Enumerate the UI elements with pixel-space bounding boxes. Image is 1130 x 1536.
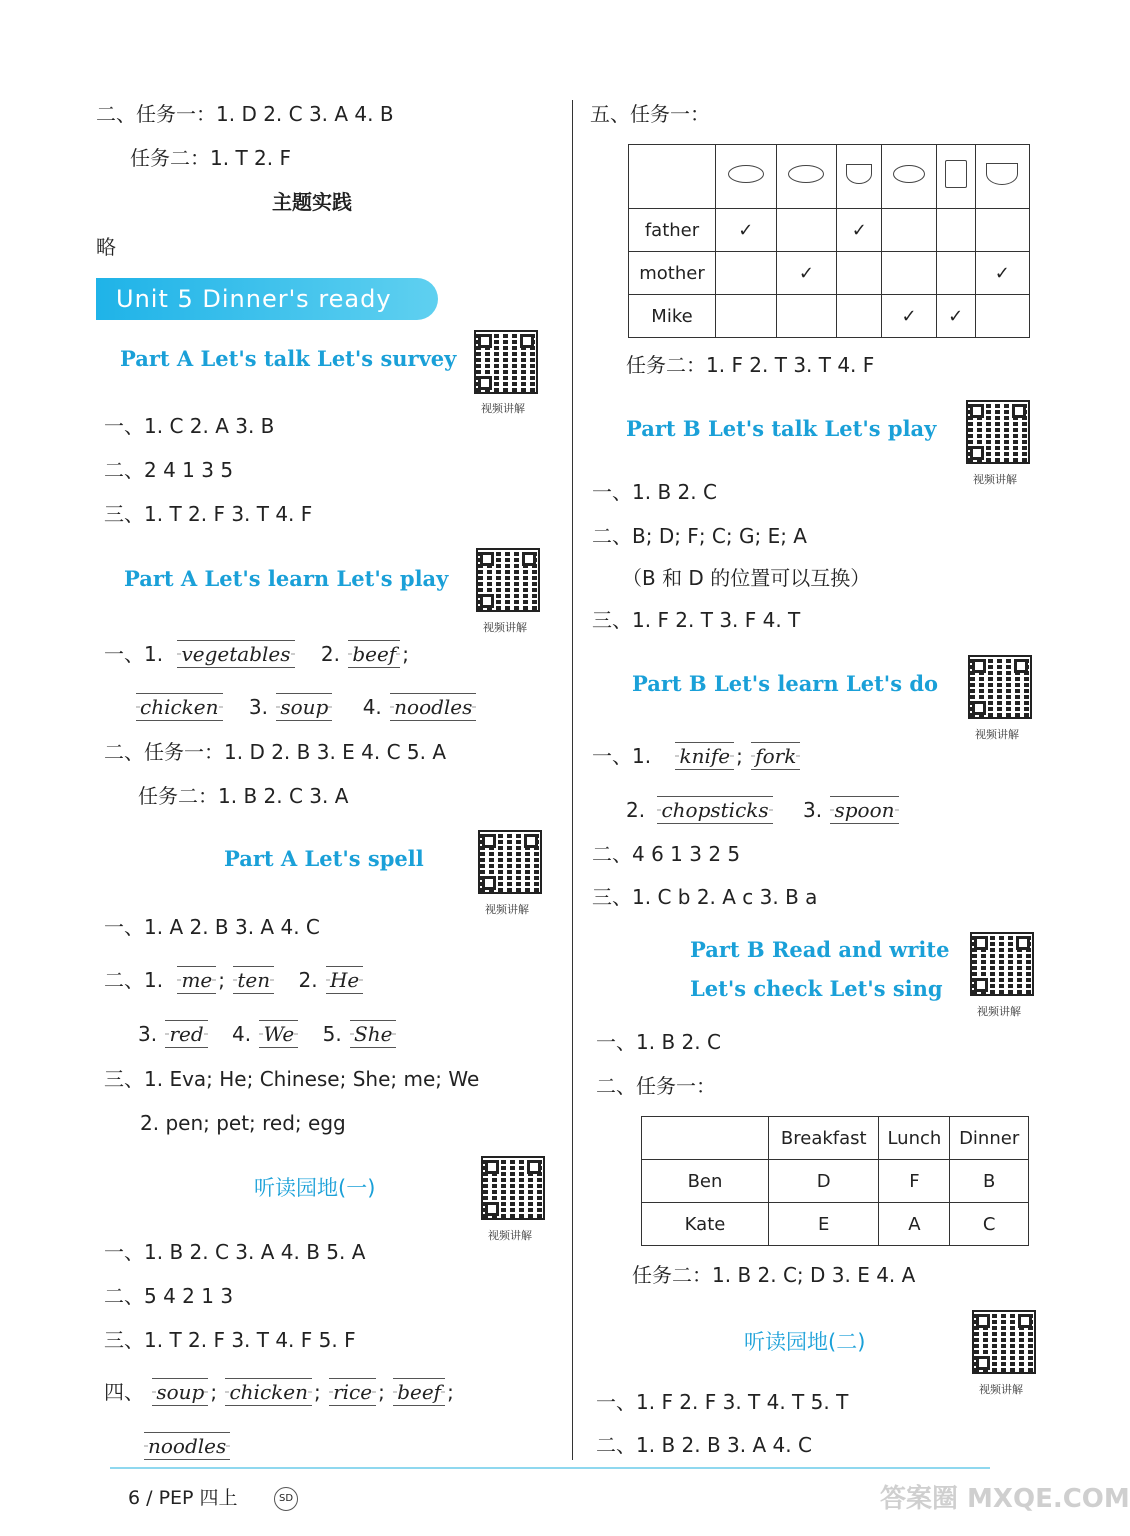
item-number: 4.: [232, 1022, 252, 1046]
item-number: 2.: [320, 642, 340, 666]
answer-word: noodles: [144, 1432, 230, 1460]
answer-word: spoon: [830, 796, 898, 824]
answer-word: soup: [152, 1378, 208, 1406]
listen1-line-4: [104, 1378, 454, 1406]
section-pb-talk: Part B Let's talk Let's play: [626, 416, 937, 441]
separator: ;: [210, 1380, 218, 1404]
table-row: [629, 209, 1030, 252]
table-row: [642, 1160, 1029, 1203]
check-cell: [837, 209, 882, 252]
qr-caption: 视频讲解: [975, 728, 1019, 741]
qr-caption: 视频讲解: [977, 1005, 1021, 1018]
item-number: 3.: [803, 798, 823, 822]
listen2-line-1: 一、1. F 2. F 3. T 4. T 5. T: [596, 1390, 849, 1414]
answer-word: vegetables: [177, 640, 294, 668]
checkmark-icon: ✓: [738, 219, 754, 241]
table-row: [642, 1117, 1029, 1160]
section-pa-spell: Part A Let's spell: [224, 846, 424, 871]
food-table: [628, 144, 1030, 338]
table-row: [642, 1203, 1029, 1246]
section-pa-learn: Part A Let's learn Let's play: [124, 566, 449, 591]
pa-talk-1: 一、1. C 2. A 3. B: [104, 414, 275, 438]
answer-word: me: [177, 966, 216, 994]
section-pb-learn: Part B Let's learn Let's do: [632, 671, 939, 696]
qr-code: [972, 1310, 1036, 1374]
check-cell: [716, 209, 777, 252]
separator: ;: [218, 968, 226, 992]
answer-word: We: [259, 1020, 298, 1048]
table-cell: Ben: [642, 1160, 769, 1203]
answer-word: noodles: [390, 693, 476, 721]
table-cell: Kate: [642, 1203, 769, 1246]
table-header: [642, 1117, 769, 1160]
food-icon: [716, 145, 777, 209]
page-footer: 6 / PEP 四上: [128, 1487, 238, 1509]
checkmark-icon: ✓: [994, 262, 1010, 284]
answer-word: beef: [393, 1378, 445, 1406]
qr-caption: 视频讲解: [481, 402, 525, 415]
check-cell: [936, 209, 975, 252]
rw-line-3: 任务二：1. B 2. C; D 3. E 4. A: [632, 1263, 916, 1287]
left-line-1: 二、任务一：1. D 2. C 3. A 4. B: [96, 102, 394, 126]
separator: ;: [402, 642, 409, 666]
qr-code: [478, 830, 542, 894]
table-cell: D: [769, 1160, 879, 1203]
check-cell: [776, 252, 837, 295]
pb-talk-2-note: （B 和 D 的位置可以互换）: [622, 566, 871, 590]
answer-word: rice: [329, 1378, 376, 1406]
pb-talk-2: 二、B; D; F; C; G; E; A: [592, 524, 807, 548]
learn-line-4: 任务二：1. B 2. C 3. A: [138, 784, 349, 808]
table-row: [629, 252, 1030, 295]
checkmark-icon: ✓: [901, 305, 917, 327]
section-pb-read: Part B Read and write: [690, 937, 950, 962]
section-pb-check: Let's check Let's sing: [690, 976, 943, 1001]
pbl-line-1: [592, 742, 802, 770]
answer-word: chicken: [225, 1378, 312, 1406]
food-icon: [776, 145, 837, 209]
separator: ;: [736, 744, 743, 768]
listen1-line-1: 一、1. B 2. C 3. A 4. B 5. A: [104, 1240, 366, 1264]
watermark: 答案圈 MXQE.COM: [880, 1484, 1130, 1514]
pa-talk-3: 三、1. T 2. F 3. T 4. F: [104, 502, 313, 526]
table-row: [629, 295, 1030, 338]
food-icon: [936, 145, 975, 209]
pbl-line-4: 三、1. C b 2. A c 3. B a: [592, 885, 818, 909]
table-cell: B: [950, 1160, 1029, 1203]
meal-table: [641, 1116, 1029, 1246]
separator: ;: [447, 1380, 454, 1404]
qr-code: [966, 400, 1030, 464]
rw-line-1: 一、1. B 2. C: [596, 1030, 721, 1054]
column-divider: [572, 100, 573, 1460]
learn-line-1: [104, 640, 409, 668]
answer-word: knife: [675, 742, 734, 770]
check-cell: [837, 295, 882, 338]
pb-talk-3: 三、1. F 2. T 3. F 4. T: [592, 608, 801, 632]
qr-caption: 视频讲解: [488, 1229, 532, 1242]
row-label: mother: [629, 252, 716, 295]
item-number: 3.: [138, 1022, 158, 1046]
answer-word: soup: [276, 693, 332, 721]
spell-line-4: 三、1. Eva; He; Chinese; She; me; We: [104, 1067, 480, 1091]
listen1-line-3: 三、1. T 2. F 3. T 4. F 5. F: [104, 1328, 356, 1352]
spell-line-1: 一、1. A 2. B 3. A 4. C: [104, 915, 320, 939]
qr-caption: 视频讲解: [973, 473, 1017, 486]
food-icon: [975, 145, 1029, 209]
checkmark-icon: ✓: [851, 219, 867, 241]
answer-word: He: [326, 966, 363, 994]
spell-line-2: [104, 966, 365, 994]
check-cell: [975, 295, 1029, 338]
pbl-line-3: 二、4 6 1 3 2 5: [592, 842, 741, 866]
checkmark-icon: ✓: [948, 305, 964, 327]
answer-word: ten: [233, 966, 274, 994]
theme-title: 主题实践: [272, 190, 352, 214]
answer-word: She: [350, 1020, 396, 1048]
section-pa-talk: Part A Let's talk Let's survey: [120, 346, 457, 371]
table-header: Dinner: [950, 1117, 1029, 1160]
check-cell: [975, 252, 1029, 295]
qr-code: [476, 548, 540, 612]
answer-word: beef: [348, 640, 400, 668]
pbl-line-2: [626, 796, 901, 824]
qr-code: [481, 1156, 545, 1220]
table-header: Lunch: [879, 1117, 950, 1160]
item-number: 4.: [362, 695, 382, 719]
item-number: 3.: [248, 695, 268, 719]
qr-caption: 视频讲解: [485, 903, 529, 916]
item-prefix: 一、1.: [592, 744, 652, 768]
item-number: 2.: [626, 798, 646, 822]
pa-talk-2: 二、2 4 1 3 5: [104, 458, 234, 482]
qr-caption: 视频讲解: [979, 1383, 1023, 1396]
item-number: 5.: [322, 1022, 342, 1046]
food-icon: [837, 145, 882, 209]
check-cell: [882, 295, 936, 338]
item-number: 2.: [298, 968, 318, 992]
table-cell: C: [950, 1203, 1029, 1246]
check-cell: [975, 209, 1029, 252]
row-label: Mike: [629, 295, 716, 338]
food-icon: [882, 145, 936, 209]
learn-line-3: 二、任务一：1. D 2. B 3. E 4. C 5. A: [104, 740, 447, 764]
listen1-line-2: 二、5 4 2 1 3: [104, 1284, 234, 1308]
lue-text: 略: [96, 235, 116, 259]
separator: ;: [378, 1380, 385, 1404]
qr-caption: 视频讲解: [483, 621, 527, 634]
check-cell: [776, 209, 837, 252]
answer-word: red: [165, 1020, 207, 1048]
item-prefix: 一、1.: [104, 642, 164, 666]
check-cell: [837, 252, 882, 295]
learn-line-2: [134, 693, 478, 721]
right-line-5: 五、任务一：: [590, 102, 710, 126]
right-line-5b: 任务二：1. F 2. T 3. T 4. F: [626, 353, 875, 377]
qr-code: [968, 655, 1032, 719]
answer-word: chicken: [136, 693, 223, 721]
separator: ;: [313, 1380, 321, 1404]
listen1-line-5: [142, 1432, 232, 1460]
check-cell: [776, 295, 837, 338]
check-cell: [936, 252, 975, 295]
checkmark-icon: ✓: [798, 262, 814, 284]
table-row: [629, 145, 1030, 209]
table-cell: E: [769, 1203, 879, 1246]
listen2-line-2: 二、1. B 2. B 3. A 4. C: [596, 1433, 812, 1457]
answer-word: chopsticks: [657, 796, 772, 824]
check-cell: [716, 252, 777, 295]
row-label: father: [629, 209, 716, 252]
footer-badge: SD: [274, 1487, 298, 1511]
table-cell: F: [879, 1160, 950, 1203]
unit-banner: Unit 5 Dinner's ready: [96, 278, 438, 320]
left-line-2: 任务二：1. T 2. F: [130, 146, 291, 170]
spell-line-5: 2. pen; pet; red; egg: [140, 1111, 346, 1135]
check-cell: [936, 295, 975, 338]
footer-rule: [110, 1467, 990, 1469]
pb-talk-1: 一、1. B 2. C: [592, 480, 717, 504]
item-prefix: 四、: [104, 1380, 144, 1404]
rw-line-2: 二、任务一：: [596, 1074, 716, 1098]
section-listen-2: 听读园地(二): [744, 1330, 866, 1354]
section-listen-1: 听读园地(一): [254, 1176, 376, 1200]
answer-word: fork: [751, 742, 800, 770]
check-cell: [882, 252, 936, 295]
table-header: Breakfast: [769, 1117, 879, 1160]
item-prefix: 二、1.: [104, 968, 164, 992]
check-cell: [882, 209, 936, 252]
check-cell: [716, 295, 777, 338]
qr-code: [474, 330, 538, 394]
table-cell: [629, 145, 716, 209]
table-cell: A: [879, 1203, 950, 1246]
spell-line-3: [138, 1020, 398, 1048]
qr-code: [970, 932, 1034, 996]
